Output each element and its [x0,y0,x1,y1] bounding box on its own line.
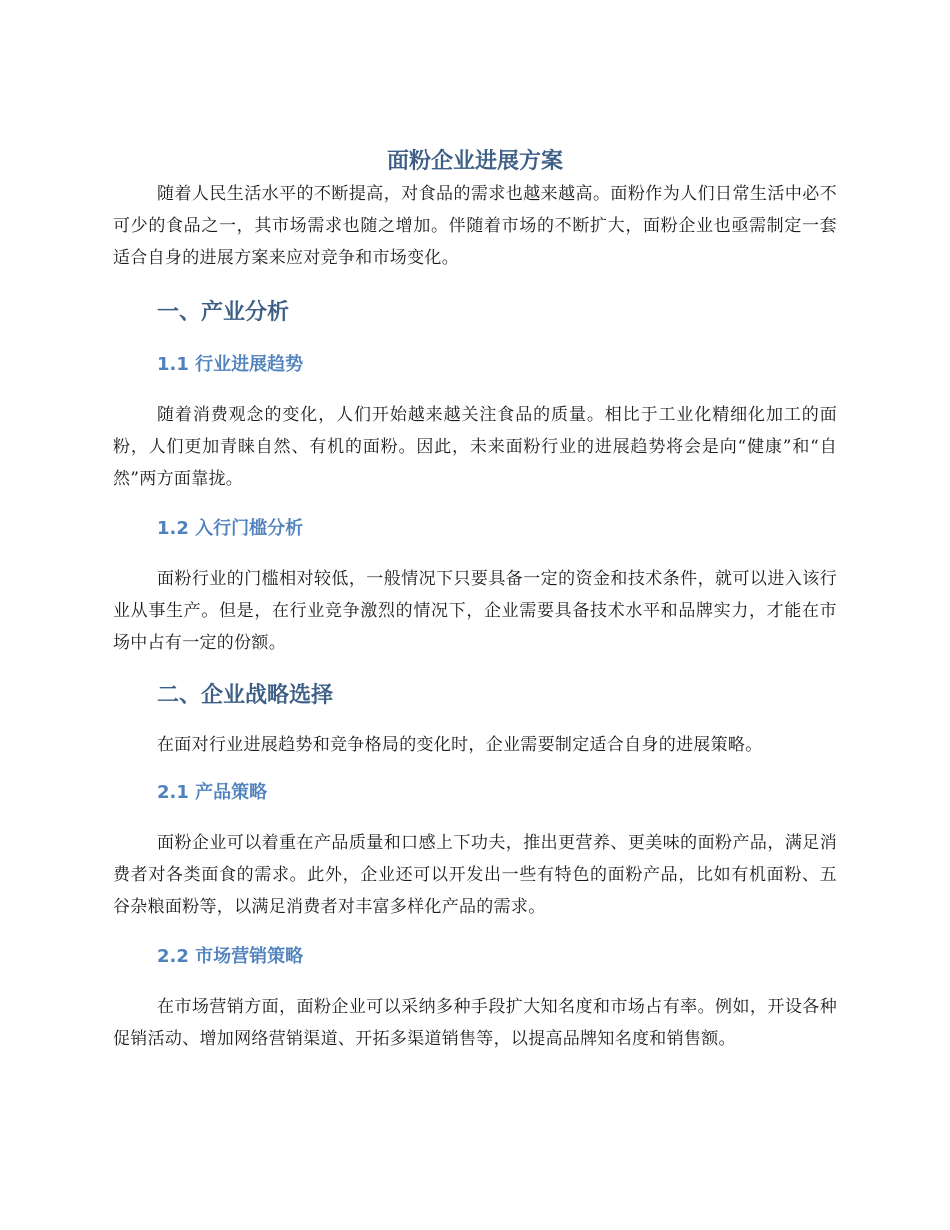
subsection-heading-1-2: 1.2 入行门槛分析 [157,518,304,539]
section-intro-strategy: 在面对行业进展趋势和竞争格局的变化时，企业需要制定适合自身的进展策略。 [157,735,763,755]
subsection-heading-2-2: 2.2 市场营销策略 [157,946,304,967]
document-body [113,146,837,1055]
intro-paragraph: 随着人民生活水平的不断提高，对食品的需求也越来越高。面粉作为人们日常生活中必不可少的食品之一，其市场需求也随之增加。伴随着市场的不断扩大，面粉企业也亟需制定一套适合自身的进展方案来应对竞争和市场变化。 [113,184,837,268]
section-heading-strategy: 二、企业战略选择 [157,683,334,708]
subsection-body-2-1: 面粉企业可以着重在产品质量和口感上下功夫，推出更营养、更美味的面粉产品，满足消费者对各类面食的需求。此外，企业还可以开发出一些有特色的面粉产品，比如有机面粉、五谷杂粮面粉等，以满足消费者对丰富多样化产品的需求。 [113,833,837,917]
section-heading-industry-analysis: 一、产业分析 [157,300,290,325]
subsection-heading-2-1: 2.1 产品策略 [157,782,268,803]
subsection-body-2-2: 在市场营销方面，面粉企业可以采纳多种手段扩大知名度和市场占有率。例如，开设各种促销活动、增加网络营销渠道、开拓多渠道销售等，以提高品牌知名度和销售额。 [113,997,837,1049]
subsection-body-1-1: 随着消费观念的变化，人们开始越来越关注食品的质量。相比于工业化精细化加工的面粉，人们更加青睐自然、有机的面粉。因此，未来面粉行业的进展趋势将会是向“健康”和“自然”两方面靠拢。 [113,405,837,489]
subsection-body-1-2: 面粉行业的门槛相对较低，一般情况下只要具备一定的资金和技术条件，就可以进入该行业从事生产。但是，在行业竞争激烈的情况下，企业需要具备技术水平和品牌实力，才能在市场中占有一定的份额。 [113,569,837,653]
subsection-heading-1-1: 1.1 行业进展趋势 [157,354,304,375]
document-title: 面粉企业进展方案 [386,149,563,174]
